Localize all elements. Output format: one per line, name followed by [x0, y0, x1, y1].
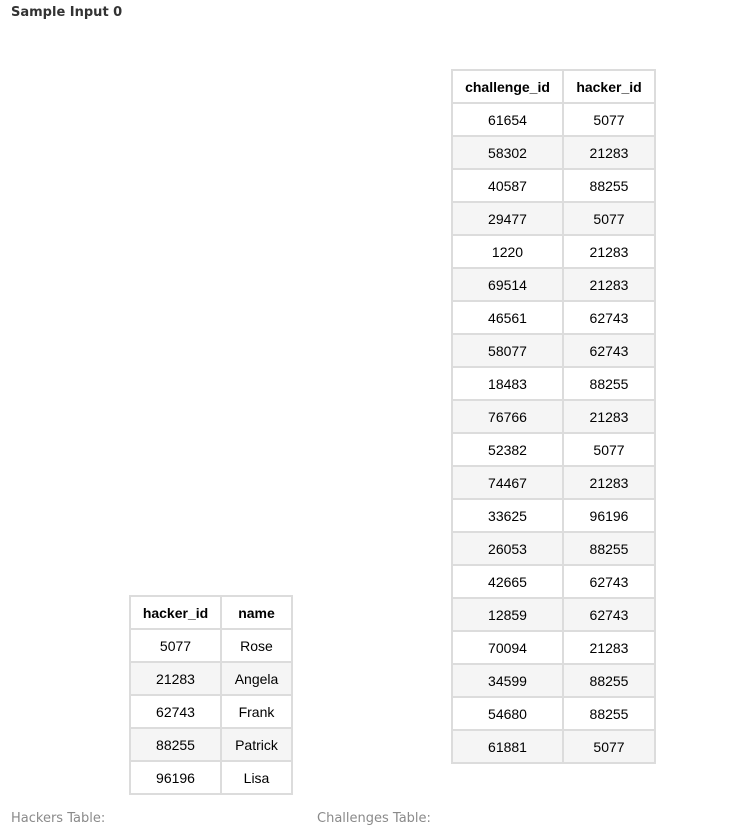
table-cell: 96196 [130, 761, 221, 794]
table-cell: 29477 [452, 202, 563, 235]
table-row [452, 367, 655, 400]
table-cell: 52382 [452, 433, 563, 466]
table-row [452, 532, 655, 565]
table-cell: 88255 [563, 664, 655, 697]
sample-input-heading: Sample Input 0 [11, 5, 123, 20]
table-row [452, 565, 655, 598]
table-cell: 62743 [563, 301, 655, 334]
table-row [452, 301, 655, 334]
table-cell: Lisa [221, 761, 292, 794]
table-cell: 74467 [452, 466, 563, 499]
table-row [452, 235, 655, 268]
table-cell: 21283 [563, 268, 655, 301]
table-cell: 18483 [452, 367, 563, 400]
table-row [130, 629, 292, 662]
table-row [452, 499, 655, 532]
hackers-table [129, 595, 293, 795]
table-cell: 5077 [563, 730, 655, 763]
table-cell: 61881 [452, 730, 563, 763]
challenges-table [451, 69, 656, 764]
table-row [452, 631, 655, 664]
table-cell: Rose [221, 629, 292, 662]
table-row [452, 268, 655, 301]
table-cell: 21283 [130, 662, 221, 695]
table-row [452, 598, 655, 631]
table-cell: 62743 [563, 565, 655, 598]
table-row [452, 334, 655, 367]
table-row [130, 662, 292, 695]
hackers-header-hacker-id: hacker_id [130, 596, 221, 629]
challenges-header-row [452, 70, 655, 103]
challenges-header-challenge-id: challenge_id [452, 70, 563, 103]
table-cell: 26053 [452, 532, 563, 565]
table-cell: 62743 [130, 695, 221, 728]
table-cell: 40587 [452, 169, 563, 202]
table-cell: 21283 [563, 466, 655, 499]
hackers-table-body [130, 629, 292, 794]
table-row [452, 136, 655, 169]
table-cell: 5077 [130, 629, 221, 662]
table-row [452, 103, 655, 136]
table-row [452, 664, 655, 697]
table-cell: Angela [221, 662, 292, 695]
table-row [452, 433, 655, 466]
table-row [452, 169, 655, 202]
table-cell: 1220 [452, 235, 563, 268]
table-cell: 69514 [452, 268, 563, 301]
table-row [452, 697, 655, 730]
table-row [130, 761, 292, 794]
table-cell: 96196 [563, 499, 655, 532]
table-row [452, 730, 655, 763]
table-cell: 88255 [563, 169, 655, 202]
table-cell: 70094 [452, 631, 563, 664]
challenges-table-caption: Challenges Table: [317, 811, 431, 826]
challenges-header-hacker-id: hacker_id [563, 70, 655, 103]
table-cell: 88255 [563, 697, 655, 730]
hackers-header-row [130, 596, 292, 629]
table-cell: 88255 [130, 728, 221, 761]
table-cell: 54680 [452, 697, 563, 730]
table-cell: 62743 [563, 334, 655, 367]
table-row [452, 202, 655, 235]
table-cell: Patrick [221, 728, 292, 761]
table-cell: 12859 [452, 598, 563, 631]
challenges-table-body [452, 103, 655, 763]
table-cell: 58302 [452, 136, 563, 169]
table-cell: 58077 [452, 334, 563, 367]
table-cell: 21283 [563, 631, 655, 664]
table-cell: Frank [221, 695, 292, 728]
table-cell: 5077 [563, 433, 655, 466]
hackers-table-caption: Hackers Table: [11, 811, 106, 826]
table-row [130, 695, 292, 728]
table-row [452, 466, 655, 499]
table-cell: 88255 [563, 532, 655, 565]
table-cell: 21283 [563, 235, 655, 268]
table-cell: 21283 [563, 400, 655, 433]
table-cell: 5077 [563, 103, 655, 136]
table-cell: 88255 [563, 367, 655, 400]
table-cell: 34599 [452, 664, 563, 697]
table-cell: 62743 [563, 598, 655, 631]
hackers-header-name: name [221, 596, 292, 629]
table-row [452, 400, 655, 433]
table-row [130, 728, 292, 761]
table-cell: 46561 [452, 301, 563, 334]
table-cell: 5077 [563, 202, 655, 235]
table-cell: 33625 [452, 499, 563, 532]
table-cell: 42665 [452, 565, 563, 598]
table-cell: 76766 [452, 400, 563, 433]
table-cell: 61654 [452, 103, 563, 136]
table-cell: 21283 [563, 136, 655, 169]
